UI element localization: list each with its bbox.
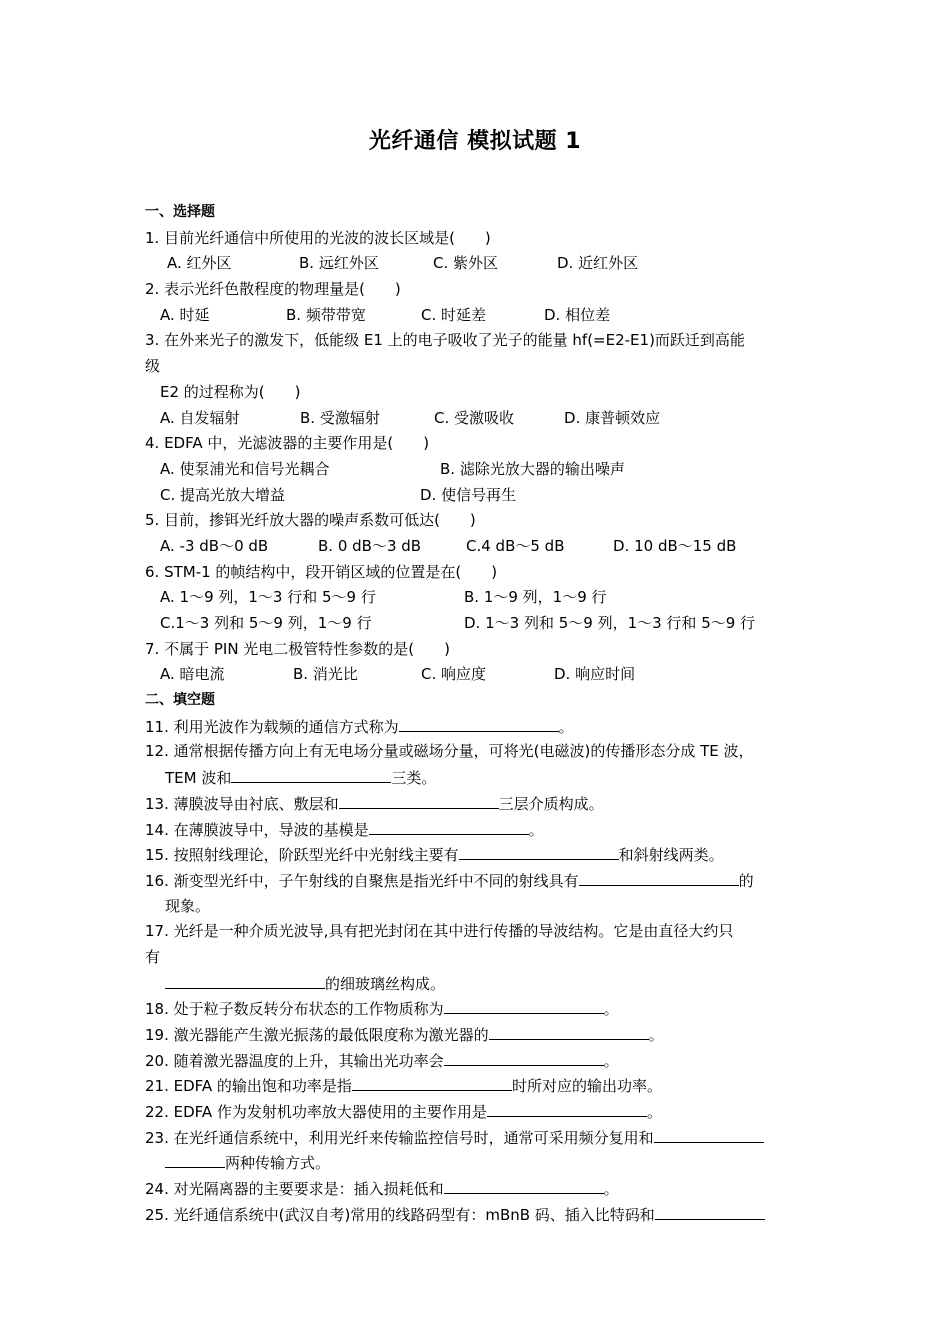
section-heading-fill: 二、填空题 xyxy=(145,692,215,709)
option-a: A. -3 dB～0 dB xyxy=(160,536,269,555)
answer-blank[interactable] xyxy=(369,817,529,835)
option-a: A. 暗电流 xyxy=(160,665,225,684)
option-a: A. 使泵浦光和信号光耦合 xyxy=(160,459,330,478)
fill-23-line2 xyxy=(145,1150,810,1176)
question-5-stem: 5. 目前，掺铒光纤放大器的噪声系数可低达( ) xyxy=(145,511,476,530)
fill-14-text: 14. 在薄膜波导中，导波的基模是 xyxy=(145,820,369,839)
answer-blank[interactable] xyxy=(487,1099,647,1117)
answer-blank[interactable] xyxy=(444,1176,604,1194)
option-c: C. 受激吸收 xyxy=(434,408,515,427)
question-6-options-row1 xyxy=(145,585,810,611)
option-b: B. 1～9 列，1～9 行 xyxy=(464,588,607,607)
fill-11 xyxy=(145,714,810,740)
fill-19-text: 19. 激光器能产生激光振荡的最低限度称为激光器的 xyxy=(145,1026,489,1044)
option-d: D. 10 dB～15 dB xyxy=(613,536,737,555)
option-b: B. 滤除光放大器的输出噪声 xyxy=(440,459,625,478)
option-d: D. 近红外区 xyxy=(557,254,639,273)
fill-13-text: 13. 薄膜波导由衬底、敷层和 xyxy=(145,794,339,813)
option-b: B. 远红外区 xyxy=(299,254,379,273)
option-d: D. 使信号再生 xyxy=(420,485,517,504)
fill-19 xyxy=(145,1022,810,1048)
fill-22 xyxy=(145,1099,810,1125)
fill-12-tail: 三类。 xyxy=(391,769,437,788)
option-a: A. 时延 xyxy=(160,305,210,324)
fill-23-tail: 两种传输方式。 xyxy=(225,1154,331,1173)
answer-blank-continued[interactable] xyxy=(165,1150,225,1168)
option-b: B. 0 dB～3 dB xyxy=(318,536,422,555)
question-3-options xyxy=(145,406,810,432)
question-5-options xyxy=(145,534,810,560)
fill-15-tail: 和斜射线两类。 xyxy=(618,846,724,865)
fill-12-line1: 12. 通常根据传播方向上有无电场分量或磁场分量，可将光(电磁波)的传播形态分成 TE 波， xyxy=(145,742,754,761)
fill-14-tail: 。 xyxy=(528,820,544,839)
answer-blank[interactable] xyxy=(654,1125,764,1143)
fill-15-text: 15. 按照射线理论，阶跃型光纤中光射线主要有 xyxy=(145,846,459,865)
fill-16-text: 16. 渐变型光纤中，子午射线的自聚焦是指光纤中不同的射线具有 xyxy=(145,871,579,890)
option-c: C.4 dB～5 dB xyxy=(466,536,565,555)
question-1-stem: 1. 目前光纤通信中所使用的光波的波长区域是( ) xyxy=(145,228,491,247)
fill-24-tail: 。 xyxy=(603,1180,619,1199)
question-3-stem-line3: E2 的过程称为( ) xyxy=(160,382,301,401)
fill-11-text: 11. 利用光波作为载频的通信方式称为 xyxy=(145,717,399,736)
option-d: D. 相位差 xyxy=(544,305,611,324)
answer-blank[interactable] xyxy=(352,1073,512,1091)
answer-blank[interactable] xyxy=(444,1048,604,1066)
fill-18-tail: 。 xyxy=(603,1000,619,1019)
fill-16-tail: 的 xyxy=(738,871,754,890)
fill-17-line3 xyxy=(145,971,810,997)
answer-blank[interactable] xyxy=(489,1022,649,1040)
fill-13-tail: 三层介质构成。 xyxy=(498,794,604,813)
answer-blank[interactable] xyxy=(165,971,325,989)
fill-13 xyxy=(145,791,810,817)
fill-20-tail: 。 xyxy=(603,1051,619,1070)
fill-22-tail: 。 xyxy=(646,1103,662,1122)
question-4-options-row1 xyxy=(145,457,810,483)
answer-blank[interactable] xyxy=(339,791,499,809)
question-2-options xyxy=(145,303,810,329)
answer-blank[interactable] xyxy=(231,765,391,783)
fill-24-text: 24. 对光隔离器的主要要求是：插入损耗低和 xyxy=(145,1180,444,1199)
exam-title: 光纤通信 模拟试题 1 xyxy=(368,129,582,154)
option-c: C.1～3 列和 5～9 列，1～9 行 xyxy=(160,614,372,632)
section-heading-choice: 一、选择题 xyxy=(145,204,215,220)
question-7-options xyxy=(145,662,810,688)
fill-20 xyxy=(145,1048,810,1074)
fill-21-text: 21. EDFA 的输出饱和功率是指 xyxy=(145,1077,352,1096)
question-4-stem: 4. EDFA 中，光滤波器的主要作用是( ) xyxy=(145,434,430,453)
question-2-stem: 2. 表示光纤色散程度的物理量是( ) xyxy=(145,280,401,299)
question-1-options xyxy=(145,251,810,277)
fill-11-tail: 。 xyxy=(558,717,574,736)
option-a: A. 1～9 列，1～3 行和 5～9 行 xyxy=(160,588,376,607)
question-3-stem-line2: 级 xyxy=(145,357,161,376)
fill-23-text: 23. 在光纤通信系统中，利用光纤来传输监控信号时，通常可采用频分复用和 xyxy=(145,1128,654,1147)
question-6-options-row2 xyxy=(145,611,810,637)
fill-18-text: 18. 处于粒子数反转分布状态的工作物质称为 xyxy=(145,1000,444,1019)
question-6-stem: 6. STM-1 的帧结构中，段开销区域的位置是在( ) xyxy=(145,562,498,581)
option-c: C. 提高光放大增益 xyxy=(160,485,286,504)
fill-21-tail: 时所对应的输出功率。 xyxy=(511,1077,662,1096)
option-c: C. 响应度 xyxy=(421,665,487,684)
fill-17-line2: 有 xyxy=(145,947,161,966)
option-d: D. 响应时间 xyxy=(554,665,636,684)
fill-25 xyxy=(145,1202,810,1228)
fill-12-line2 xyxy=(145,765,810,791)
option-b: B. 受激辐射 xyxy=(300,408,380,427)
question-3-stem-line1: 3. 在外来光子的激发下，低能级 E1 上的电子吸收了光子的能量 hf(=E2-E1)而跃迁到高能 xyxy=(145,331,745,350)
answer-blank[interactable] xyxy=(459,842,619,860)
fill-24 xyxy=(145,1176,810,1202)
question-7-stem: 7. 不属于 PIN 光电二极管特性参数的是( ) xyxy=(145,639,451,658)
option-b: B. 频带带宽 xyxy=(286,305,366,324)
fill-25-text: 25. 光纤通信系统中(武汉自考)常用的线路码型有：mBnB 码、插入比特码和 xyxy=(145,1205,655,1224)
fill-16-line2: 现象。 xyxy=(165,896,211,915)
answer-blank[interactable] xyxy=(579,868,739,886)
answer-blank[interactable] xyxy=(444,996,604,1014)
option-b: B. 消光比 xyxy=(293,665,358,684)
exam-content xyxy=(145,200,810,1228)
option-c: C. 时延差 xyxy=(421,305,487,324)
question-4-options-row2 xyxy=(145,483,810,509)
fill-23-line1 xyxy=(145,1125,810,1151)
option-d: D. 1～3 列和 5～9 列，1～3 行和 5～9 行 xyxy=(464,614,756,632)
option-a: A. 自发辐射 xyxy=(160,408,240,427)
answer-blank[interactable] xyxy=(655,1202,765,1220)
answer-blank[interactable] xyxy=(399,714,559,732)
option-c: C. 紫外区 xyxy=(433,254,499,273)
fill-14 xyxy=(145,817,810,843)
fill-18 xyxy=(145,996,810,1022)
fill-20-text: 20. 随着激光器温度的上升，其输出光功率会 xyxy=(145,1051,444,1070)
fill-22-text: 22. EDFA 作为发射机功率放大器使用的主要作用是 xyxy=(145,1103,487,1122)
option-a: A. 红外区 xyxy=(167,254,232,273)
option-d: D. 康普顿效应 xyxy=(564,408,661,427)
fill-17-tail: 的细玻璃丝构成。 xyxy=(325,974,446,993)
fill-16-line1 xyxy=(145,868,810,894)
fill-12-text: TEM 波和 xyxy=(165,769,232,788)
fill-15 xyxy=(145,842,810,868)
fill-21 xyxy=(145,1073,810,1099)
fill-19-tail: 。 xyxy=(648,1026,664,1044)
fill-17-line1: 17. 光纤是一种介质光波导,具有把光封闭在其中进行传播的导波结构。它是由直径大约只 xyxy=(145,922,734,941)
